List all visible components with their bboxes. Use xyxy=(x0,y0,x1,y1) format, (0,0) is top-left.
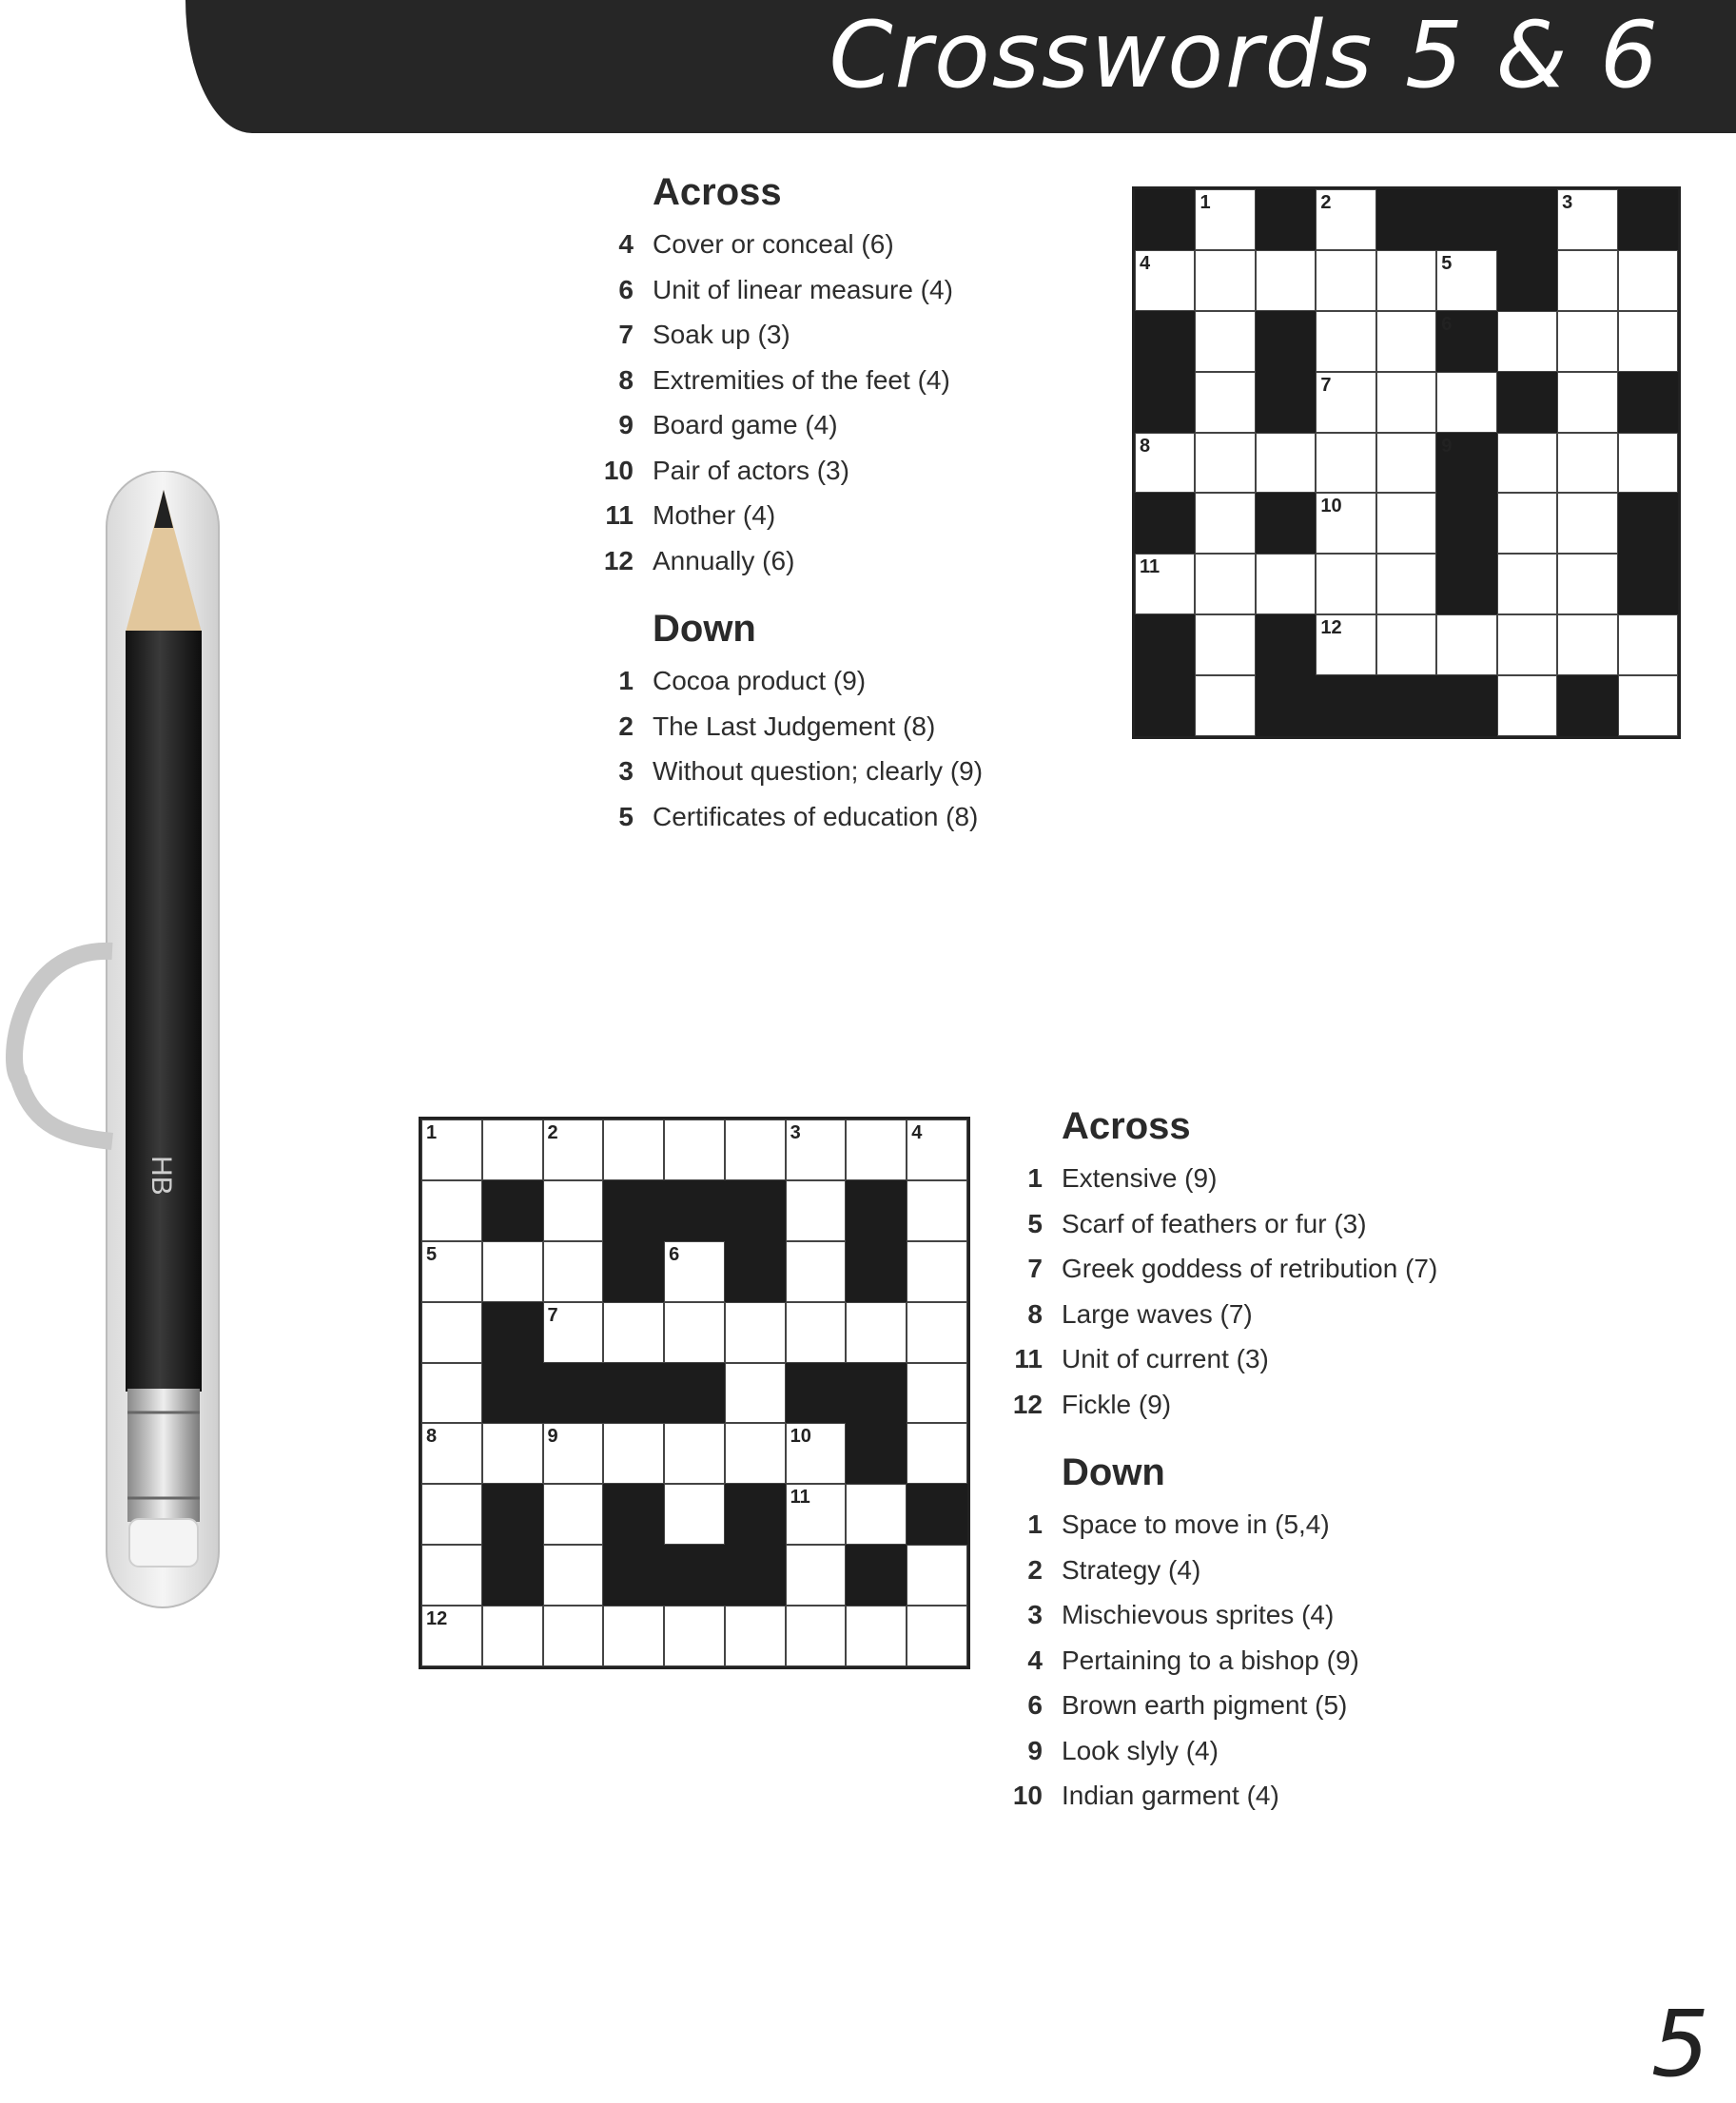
clue-number: 9 xyxy=(1027,1735,1043,1765)
clue-item xyxy=(1008,1592,1437,1638)
grid-cell[interactable] xyxy=(1497,311,1557,372)
clue-text: Annually (6) xyxy=(653,545,795,575)
grid-block xyxy=(1256,189,1316,250)
grid-block xyxy=(603,1363,664,1424)
clue-text: Unit of current (3) xyxy=(1062,1344,1269,1373)
grid-cell[interactable] xyxy=(1557,554,1617,614)
cell-number: 5 xyxy=(426,1243,438,1265)
clue-text: Indian garment (4) xyxy=(1062,1781,1279,1810)
clue-item xyxy=(599,538,983,584)
grid-block xyxy=(1436,189,1496,250)
clue-item xyxy=(599,358,983,403)
cell-number: 5 xyxy=(1441,252,1453,274)
grid-block xyxy=(725,1241,786,1302)
clue-item xyxy=(599,658,983,704)
grid-cell[interactable] xyxy=(846,1606,907,1666)
grid-cell[interactable] xyxy=(421,1241,482,1302)
clue-text: Pair of actors (3) xyxy=(653,455,849,485)
clue-number: 5 xyxy=(618,801,634,831)
grid-cell[interactable] xyxy=(907,1302,967,1363)
crossword5-across-list xyxy=(599,222,983,583)
grid-cell[interactable] xyxy=(664,1302,725,1363)
grid-block xyxy=(1436,311,1496,372)
grid-block xyxy=(1135,372,1195,433)
clue-item xyxy=(599,222,983,267)
clue-item xyxy=(1008,1201,1437,1247)
cell-number: 9 xyxy=(547,1426,558,1448)
clue-text: Cover or conceal (6) xyxy=(653,229,894,259)
grid-cell[interactable] xyxy=(482,1423,543,1484)
grid-cell[interactable] xyxy=(907,1423,967,1484)
grid-cell[interactable] xyxy=(421,1180,482,1241)
grid-block xyxy=(603,1484,664,1545)
grid-block xyxy=(603,1545,664,1606)
grid-block xyxy=(1135,189,1195,250)
grid-cell[interactable] xyxy=(846,1484,907,1545)
clue-number: 1 xyxy=(618,666,634,695)
crossword6-grid xyxy=(419,1117,970,1669)
grid-cell[interactable] xyxy=(1376,554,1436,614)
clue-number: 2 xyxy=(1027,1554,1043,1585)
grid-cell[interactable] xyxy=(421,1484,482,1545)
grid-block xyxy=(1256,372,1316,433)
grid-block xyxy=(1497,250,1557,311)
clue-number: 4 xyxy=(1027,1645,1043,1675)
clue-text: Look slyly (4) xyxy=(1062,1735,1219,1765)
grid-cell[interactable] xyxy=(725,1363,786,1424)
grid-cell[interactable] xyxy=(421,1302,482,1363)
grid-block xyxy=(1436,493,1496,554)
clue-text: Extensive (9) xyxy=(1062,1163,1218,1193)
clue-text: Brown earth pigment (5) xyxy=(1062,1690,1348,1720)
clue-text: Cocoa product (9) xyxy=(653,666,867,695)
clue-item xyxy=(599,749,983,794)
grid-cell[interactable] xyxy=(786,1423,847,1484)
clue-number: 10 xyxy=(1012,1781,1043,1810)
grid-block xyxy=(1497,372,1557,433)
clue-number: 11 xyxy=(605,500,634,530)
clue-item xyxy=(599,493,983,538)
clue-number: 2 xyxy=(618,711,634,741)
grid-cell[interactable] xyxy=(543,1180,604,1241)
clue-number: 1 xyxy=(1027,1163,1043,1193)
grid-cell[interactable] xyxy=(1436,372,1496,433)
clue-text: The Last Judgement (8) xyxy=(653,711,936,741)
clue-text: Pertaining to a bishop (9) xyxy=(1062,1645,1359,1675)
grid-block xyxy=(482,1484,543,1545)
cell-number: 10 xyxy=(1320,496,1342,517)
clue-text: Board game (4) xyxy=(653,410,838,439)
crossword6-across-list xyxy=(1008,1156,1437,1427)
clue-item xyxy=(1008,1336,1437,1382)
cell-number: 7 xyxy=(1320,374,1332,396)
grid-cell[interactable] xyxy=(1195,189,1255,250)
grid-cell[interactable] xyxy=(1618,311,1678,372)
grid-cell[interactable] xyxy=(664,1484,725,1545)
crossword6-clues xyxy=(1008,1105,1437,1819)
crossword5-grid xyxy=(1132,186,1681,739)
grid-cell[interactable] xyxy=(1557,311,1617,372)
grid-cell[interactable] xyxy=(1376,614,1436,675)
cell-number: 8 xyxy=(426,1426,438,1448)
grid-block xyxy=(664,1545,725,1606)
crossword5-down-heading: Down xyxy=(653,608,756,650)
grid-cell[interactable] xyxy=(421,1363,482,1424)
grid-cell[interactable] xyxy=(1618,614,1678,675)
clue-text: Extremities of the feet (4) xyxy=(653,364,950,395)
clue-number: 10 xyxy=(603,455,634,485)
grid-cell[interactable] xyxy=(1316,493,1375,554)
cell-number: 11 xyxy=(1140,556,1161,578)
grid-block xyxy=(1557,675,1617,736)
grid-block xyxy=(846,1180,907,1241)
clue-number: 1 xyxy=(1027,1509,1043,1539)
grid-block xyxy=(786,1363,847,1424)
clue-item xyxy=(1008,1728,1437,1774)
grid-cell[interactable] xyxy=(1195,311,1255,372)
grid-cell[interactable] xyxy=(421,1120,482,1180)
clue-number: 4 xyxy=(618,229,634,259)
grid-block xyxy=(1256,675,1316,736)
grid-block xyxy=(1316,675,1375,736)
grid-block xyxy=(1135,675,1195,736)
grid-cell[interactable] xyxy=(786,1545,847,1606)
grid-cell[interactable] xyxy=(603,1606,664,1666)
grid-block xyxy=(1135,614,1195,675)
grid-cell[interactable] xyxy=(1557,189,1617,250)
grid-cell[interactable] xyxy=(1497,554,1557,614)
grid-cell[interactable] xyxy=(664,1606,725,1666)
cell-number: 1 xyxy=(1200,192,1211,213)
clue-text: Unit of linear measure (4) xyxy=(653,274,953,304)
grid-cell[interactable] xyxy=(1436,250,1496,311)
grid-block xyxy=(1256,311,1316,372)
cell-number: 2 xyxy=(547,1122,558,1143)
grid-cell[interactable] xyxy=(1316,554,1375,614)
grid-block xyxy=(543,1363,604,1424)
grid-cell[interactable] xyxy=(1195,493,1255,554)
clue-number: 9 xyxy=(618,410,634,439)
cell-number: 11 xyxy=(790,1487,810,1509)
cell-number: 3 xyxy=(1562,192,1573,213)
clue-text: Mischievous sprites (4) xyxy=(1062,1600,1335,1629)
grid-cell[interactable] xyxy=(1618,675,1678,736)
grid-cell[interactable] xyxy=(1256,433,1316,494)
cell-number: 12 xyxy=(1320,617,1342,639)
pencil-illustration xyxy=(0,471,228,1612)
crossword5-across-heading: Across xyxy=(653,171,782,213)
cell-number: 3 xyxy=(790,1122,801,1143)
crossword5-clues xyxy=(599,171,983,839)
pencil-grade-label: HB xyxy=(146,1156,177,1196)
grid-cell[interactable] xyxy=(907,1606,967,1666)
grid-block xyxy=(482,1180,543,1241)
grid-cell[interactable] xyxy=(786,1180,847,1241)
clue-text: Scarf of feathers or fur (3) xyxy=(1062,1208,1367,1238)
grid-cell[interactable] xyxy=(543,1302,604,1363)
grid-cell[interactable] xyxy=(1497,433,1557,494)
grid-cell[interactable] xyxy=(907,1363,967,1424)
grid-cell[interactable] xyxy=(786,1302,847,1363)
clue-item xyxy=(1008,1382,1437,1428)
clue-number: 6 xyxy=(618,274,634,304)
grid-cell[interactable] xyxy=(907,1241,967,1302)
grid-cell[interactable] xyxy=(1436,614,1496,675)
grid-cell[interactable] xyxy=(725,1302,786,1363)
grid-block xyxy=(725,1484,786,1545)
grid-block xyxy=(664,1363,725,1424)
grid-cell[interactable] xyxy=(421,1606,482,1666)
grid-cell[interactable] xyxy=(543,1423,604,1484)
clue-number: 3 xyxy=(618,756,634,786)
grid-cell[interactable] xyxy=(1316,433,1375,494)
cell-number: 8 xyxy=(1140,435,1151,457)
clue-number: 11 xyxy=(1014,1344,1043,1373)
grid-block xyxy=(603,1241,664,1302)
clue-text: Certificates of education (8) xyxy=(653,801,979,831)
grid-cell[interactable] xyxy=(907,1120,967,1180)
cell-number: 4 xyxy=(1140,252,1151,274)
grid-cell[interactable] xyxy=(1256,250,1316,311)
grid-block xyxy=(1618,493,1678,554)
clue-item xyxy=(1008,1156,1437,1201)
grid-block xyxy=(1256,493,1316,554)
grid-cell[interactable] xyxy=(786,1484,847,1545)
cell-number: 7 xyxy=(547,1304,558,1326)
page-title: Crosswords 5 & 6 xyxy=(829,2,1660,108)
grid-cell[interactable] xyxy=(1135,554,1195,614)
grid-block xyxy=(725,1545,786,1606)
cell-number: 6 xyxy=(669,1243,680,1265)
grid-cell[interactable] xyxy=(1376,433,1436,494)
grid-cell[interactable] xyxy=(1497,493,1557,554)
clue-item xyxy=(599,794,983,840)
grid-cell[interactable] xyxy=(1557,493,1617,554)
grid-cell[interactable] xyxy=(1195,250,1255,311)
grid-cell[interactable] xyxy=(1497,675,1557,736)
grid-cell[interactable] xyxy=(482,1120,543,1180)
clue-text: Soak up (3) xyxy=(653,320,790,349)
grid-cell[interactable] xyxy=(786,1241,847,1302)
cell-number: 9 xyxy=(1441,435,1453,457)
grid-cell[interactable] xyxy=(603,1120,664,1180)
grid-block xyxy=(725,1180,786,1241)
clue-item xyxy=(1008,1292,1437,1337)
clue-number: 12 xyxy=(1012,1389,1043,1419)
clue-item xyxy=(599,402,983,448)
grid-cell[interactable] xyxy=(725,1423,786,1484)
grid-cell[interactable] xyxy=(482,1241,543,1302)
grid-cell[interactable] xyxy=(603,1423,664,1484)
grid-cell[interactable] xyxy=(1195,614,1255,675)
clue-item xyxy=(1008,1773,1437,1819)
clue-text: Fickle (9) xyxy=(1062,1389,1172,1419)
clue-item xyxy=(1008,1548,1437,1593)
crossword6-across-heading: Across xyxy=(1062,1105,1191,1147)
clue-text: Large waves (7) xyxy=(1062,1298,1253,1329)
grid-block xyxy=(603,1180,664,1241)
grid-block xyxy=(1497,189,1557,250)
clue-number: 7 xyxy=(618,320,634,349)
grid-cell[interactable] xyxy=(1316,614,1375,675)
pencil-icon xyxy=(0,471,228,1612)
grid-cell[interactable] xyxy=(907,1545,967,1606)
grid-block xyxy=(482,1363,543,1424)
clue-number: 6 xyxy=(1027,1690,1043,1720)
grid-cell[interactable] xyxy=(1316,189,1375,250)
grid-block xyxy=(846,1241,907,1302)
grid-block xyxy=(1436,433,1496,494)
cell-number: 4 xyxy=(911,1122,923,1143)
clue-number: 8 xyxy=(1027,1298,1043,1329)
clue-number: 7 xyxy=(1027,1254,1043,1283)
grid-cell[interactable] xyxy=(1557,372,1617,433)
grid-cell[interactable] xyxy=(664,1423,725,1484)
clue-item xyxy=(599,448,983,494)
grid-cell[interactable] xyxy=(1557,433,1617,494)
clue-item xyxy=(599,312,983,358)
cell-number: 1 xyxy=(426,1122,438,1143)
grid-block xyxy=(1436,675,1496,736)
grid-cell[interactable] xyxy=(1618,250,1678,311)
crossword5-down-list xyxy=(599,658,983,839)
grid-block xyxy=(664,1180,725,1241)
grid-cell[interactable] xyxy=(543,1120,604,1180)
clue-text: Strategy (4) xyxy=(1062,1554,1201,1585)
grid-cell[interactable] xyxy=(1195,675,1255,736)
grid-cell[interactable] xyxy=(725,1606,786,1666)
grid-block xyxy=(846,1363,907,1424)
clue-item xyxy=(599,267,983,313)
clue-text: Mother (4) xyxy=(653,500,776,530)
grid-cell[interactable] xyxy=(1316,250,1375,311)
page-number: 5 xyxy=(1650,1991,1709,2097)
grid-cell[interactable] xyxy=(725,1120,786,1180)
grid-cell[interactable] xyxy=(1316,311,1375,372)
grid-cell[interactable] xyxy=(846,1120,907,1180)
grid-block xyxy=(1256,614,1316,675)
clue-number: 3 xyxy=(1027,1600,1043,1629)
clue-number: 12 xyxy=(603,545,634,575)
grid-block xyxy=(1436,554,1496,614)
grid-block xyxy=(1376,675,1436,736)
grid-cell[interactable] xyxy=(482,1606,543,1666)
cell-number: 2 xyxy=(1320,192,1332,213)
clue-item xyxy=(1008,1502,1437,1548)
grid-cell[interactable] xyxy=(1195,433,1255,494)
grid-cell[interactable] xyxy=(1316,372,1375,433)
grid-cell[interactable] xyxy=(543,1241,604,1302)
grid-cell[interactable] xyxy=(1195,554,1255,614)
grid-cell[interactable] xyxy=(846,1302,907,1363)
grid-cell[interactable] xyxy=(786,1120,847,1180)
cell-number: 6 xyxy=(1441,313,1453,335)
grid-cell[interactable] xyxy=(907,1180,967,1241)
grid-block xyxy=(846,1423,907,1484)
grid-block xyxy=(1376,189,1436,250)
grid-cell[interactable] xyxy=(1195,372,1255,433)
grid-cell[interactable] xyxy=(1256,554,1316,614)
grid-block xyxy=(1618,554,1678,614)
grid-cell[interactable] xyxy=(543,1606,604,1666)
grid-block xyxy=(907,1484,967,1545)
grid-cell[interactable] xyxy=(1376,493,1436,554)
grid-cell[interactable] xyxy=(1618,433,1678,494)
grid-cell[interactable] xyxy=(1497,614,1557,675)
crossword6-down-heading: Down xyxy=(1062,1451,1165,1493)
grid-cell[interactable] xyxy=(421,1545,482,1606)
grid-cell[interactable] xyxy=(1376,372,1436,433)
cell-number: 10 xyxy=(790,1426,811,1448)
grid-cell[interactable] xyxy=(786,1606,847,1666)
grid-cell[interactable] xyxy=(1376,311,1436,372)
clue-text: Greek goddess of retribution (7) xyxy=(1062,1254,1438,1283)
grid-cell[interactable] xyxy=(1135,250,1195,311)
grid-cell[interactable] xyxy=(603,1302,664,1363)
grid-cell[interactable] xyxy=(664,1120,725,1180)
grid-cell[interactable] xyxy=(1376,250,1436,311)
grid-cell[interactable] xyxy=(1135,433,1195,494)
clue-text: Without question; clearly (9) xyxy=(653,756,984,786)
grid-cell[interactable] xyxy=(543,1545,604,1606)
clue-number: 5 xyxy=(1027,1208,1043,1238)
clue-item xyxy=(599,704,983,750)
grid-cell[interactable] xyxy=(1557,614,1617,675)
grid-block xyxy=(1135,493,1195,554)
grid-block xyxy=(1618,372,1678,433)
clue-text: Space to move in (5,4) xyxy=(1062,1509,1330,1539)
clue-item xyxy=(1008,1683,1437,1728)
grid-cell[interactable] xyxy=(543,1484,604,1545)
grid-cell[interactable] xyxy=(1557,250,1617,311)
clue-item xyxy=(1008,1246,1437,1292)
grid-block xyxy=(482,1545,543,1606)
crossword6-down-list xyxy=(1008,1502,1437,1819)
grid-block xyxy=(1135,311,1195,372)
grid-cell[interactable] xyxy=(664,1241,725,1302)
grid-block xyxy=(846,1545,907,1606)
grid-block xyxy=(1618,189,1678,250)
cell-number: 12 xyxy=(426,1608,448,1630)
grid-cell[interactable] xyxy=(421,1423,482,1484)
clue-item xyxy=(1008,1638,1437,1684)
grid-block xyxy=(482,1302,543,1363)
clue-number: 8 xyxy=(618,364,634,395)
